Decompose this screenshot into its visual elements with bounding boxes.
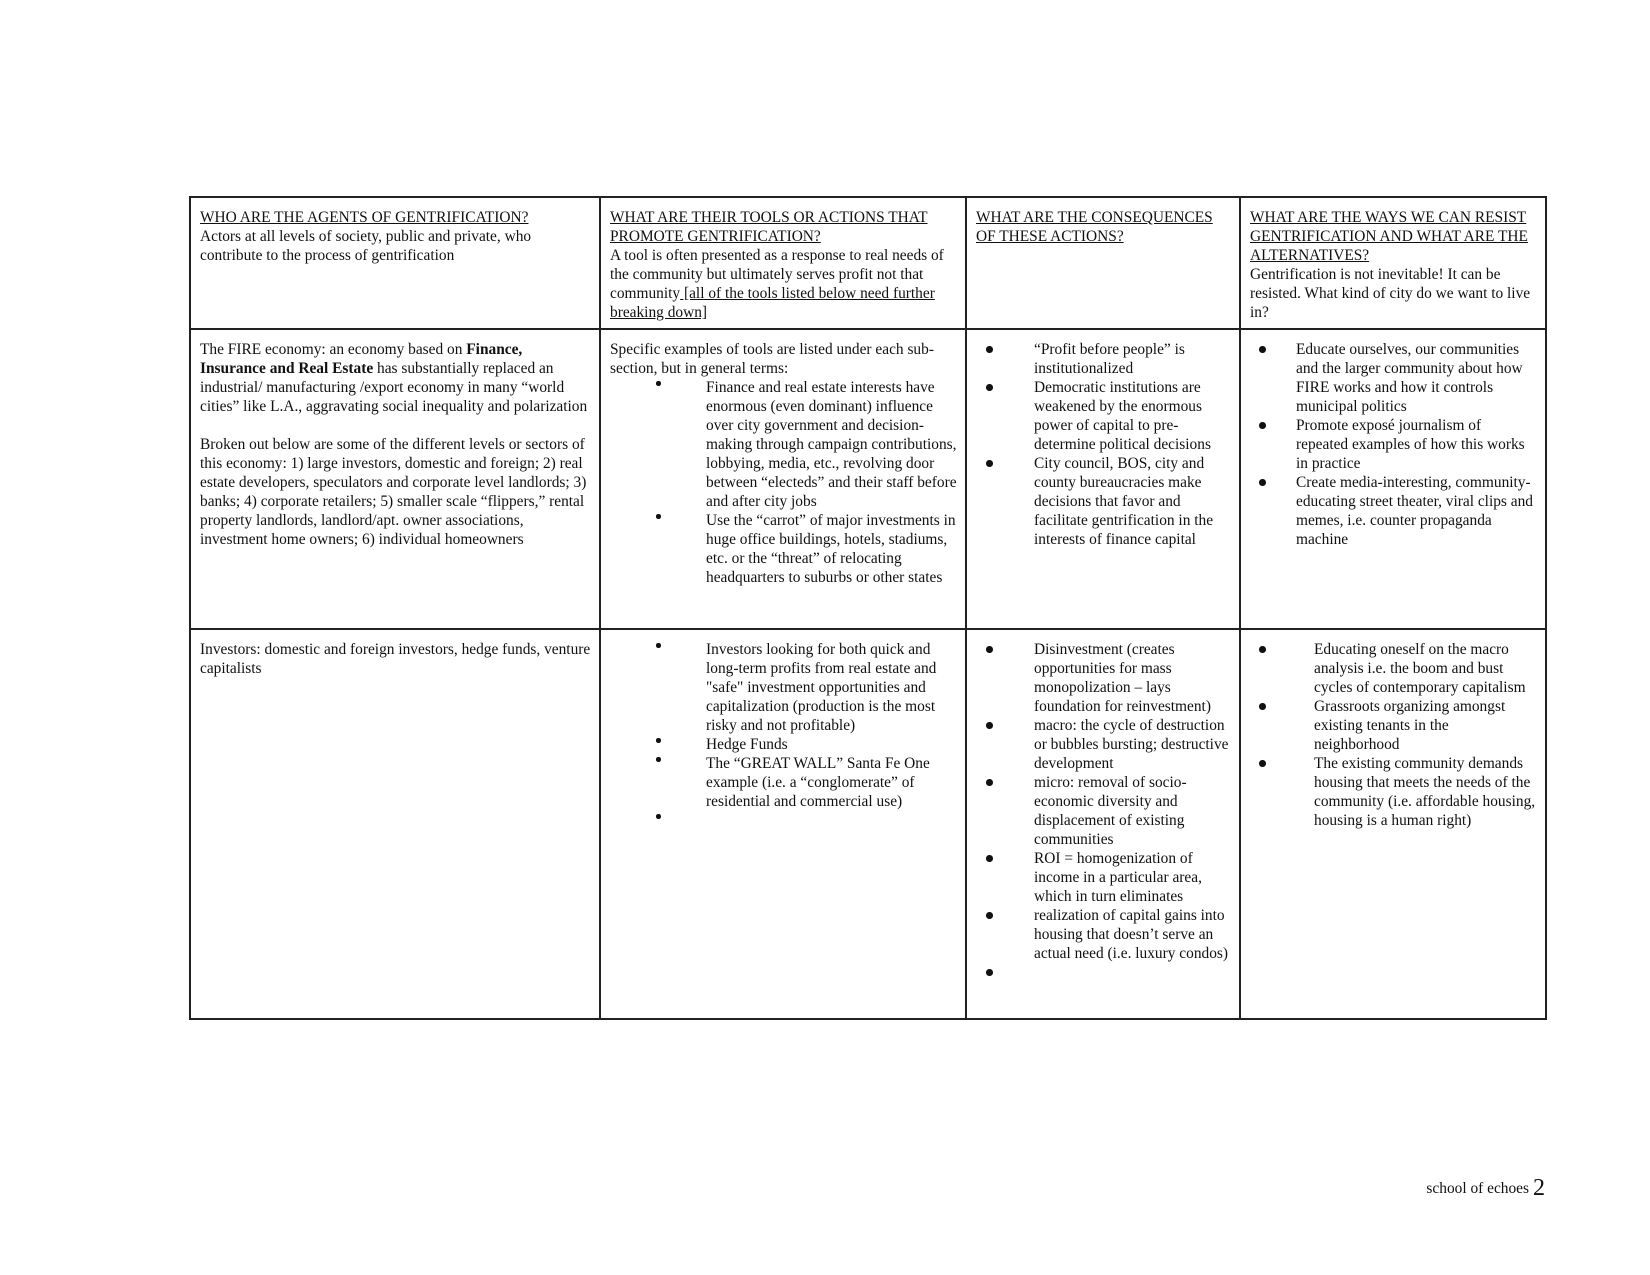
page-footer (1426, 1175, 1545, 1202)
header-row (190, 197, 1546, 329)
header-cell-tools (600, 197, 966, 329)
header-cell-resistance (1240, 197, 1546, 329)
list-item: Promote exposé journalism of repeated examples of how this works in practice (1250, 416, 1537, 473)
list-item-empty (610, 811, 957, 830)
list-item: Educating oneself on the macro analysis i.e. the boom and bust cycles of contemporary capitalism (1250, 640, 1537, 697)
col3-title: WHAT ARE THE CONSEQUENCES OF THESE ACTIONS? (976, 209, 1213, 245)
fire-tools-intro: Specific examples of tools are listed under each sub-section, but in general terms: (610, 341, 934, 377)
list-item: realization of capital gains into housing that doesn’t serve an actual need (i.e. luxury condos) (976, 906, 1231, 963)
col2-note: [all of the tools listed below need further breaking down] (610, 285, 935, 321)
list-item: macro: the cycle of destruction or bubbles bursting; destructive development (976, 716, 1231, 773)
list-item: The existing community demands housing that meets the needs of the community (i.e. affordable housing, housing is a human right) (1250, 754, 1537, 830)
fire-resistance-list (1250, 340, 1537, 549)
col4-title: WHAT ARE THE WAYS WE CAN RESIST GENTRIFICATION AND WHAT ARE THE ALTERNATIVES? (1250, 209, 1528, 264)
col4-description: Gentrification is not inevitable! It can be resisted. What kind of city do we want to live in? (1250, 266, 1531, 321)
list-item: ROI = homogenization of income in a particular area, which in turn eliminates (976, 849, 1231, 906)
col1-description: Actors at all levels of society, public and private, who contribute to the process of gentrification (200, 228, 532, 264)
fire-agent-post: has substantially replaced an industrial/ manufacturing /export economy in many “world cities” like L.A., aggravating social inequality and polarization (200, 360, 588, 415)
list-item: “Profit before people” is institutionalized (976, 340, 1231, 378)
list-item: Use the “carrot” of major investments in huge office buildings, hotels, stadiums, etc. or the “threat” of relocating headquarters to suburbs or other states (610, 511, 957, 587)
col2-title: WHAT ARE THEIR TOOLS OR ACTIONS THAT PROMOTE GENTRIFICATION? (610, 209, 928, 245)
fire-agent-pre: The FIRE economy: an economy based on (200, 341, 467, 358)
fire-tools-cell (600, 329, 966, 629)
list-item: micro: removal of socio-economic diversity and displacement of existing communities (976, 773, 1231, 849)
list-item: Create media-interesting, community-educating street theater, viral clips and memes, i.e. counter propaganda machine (1250, 473, 1537, 549)
investors-agent-text: Investors: domestic and foreign investors, hedge funds, venture capitalists (200, 641, 591, 677)
list-item: Educate ourselves, our communities and the larger community about how FIRE works and how it controls municipal politics (1250, 340, 1537, 416)
investors-tools-list (610, 640, 957, 830)
investors-resistance-list (1250, 640, 1537, 830)
fire-agent-sectors: Broken out below are some of the different levels or sectors of this economy: 1) large investors, domestic and foreign; 2) real estate developers, speculators and corporate level landlords; 3) banks; 4) corporate retailers; 5) smaller scale “flippers,” rental property landlords, landlord/apt. owner associations, investment home owners; 6) individual homeowners (200, 436, 587, 548)
col2-description-text: A tool is often presented as a response to real needs of the community but ultimately serves profit not that community (610, 247, 944, 302)
list-item: Hedge Funds (610, 735, 957, 754)
col2-description (610, 246, 957, 322)
fire-agent-cell (190, 329, 600, 629)
investors-tools-cell (600, 629, 966, 1019)
gentrification-table (189, 196, 1547, 1020)
fire-agent-text (200, 340, 591, 416)
list-item: City council, BOS, city and county bureaucracies make decisions that favor and facilitate gentrification in the interests of finance capital (976, 454, 1231, 549)
list-item: Democratic institutions are weakened by the enormous power of capital to pre-determine political decisions (976, 378, 1231, 454)
investors-resistance-cell (1240, 629, 1546, 1019)
fire-consequences-cell (966, 329, 1240, 629)
page-number: 2 (1533, 1175, 1545, 1201)
list-item-empty (976, 963, 1231, 982)
fire-tools-list (610, 378, 957, 587)
investors-agent-cell (190, 629, 600, 1019)
fire-agent-bold: Finance, Insurance and Real Estate (200, 341, 523, 377)
investors-consequences-list (976, 640, 1231, 982)
footer-text: school of echoes (1426, 1180, 1529, 1197)
fire-economy-row (190, 329, 1546, 629)
list-item: Finance and real estate interests have enormous (even dominant) influence over city government and decision-making through campaign contributions, lobbying, media, etc., revolving door between “electeds” and their staff before and after city jobs (610, 378, 957, 511)
list-item: Investors looking for both quick and long-term profits from real estate and "safe" investment opportunities and capitalization (production is the most risky and not profitable) (610, 640, 957, 735)
header-cell-consequences (966, 197, 1240, 329)
col1-title: WHO ARE THE AGENTS OF GENTRIFICATION? (200, 209, 529, 226)
list-item: The “GREAT WALL” Santa Fe One example (i.e. a “conglomerate” of residential and commercial use) (610, 754, 957, 811)
list-item: Grassroots organizing amongst existing tenants in the neighborhood (1250, 697, 1537, 754)
list-item: Disinvestment (creates opportunities for mass monopolization – lays foundation for reinvestment) (976, 640, 1231, 716)
header-cell-agents (190, 197, 600, 329)
fire-resistance-cell (1240, 329, 1546, 629)
investors-consequences-cell (966, 629, 1240, 1019)
fire-consequences-list (976, 340, 1231, 549)
investors-row (190, 629, 1546, 1019)
